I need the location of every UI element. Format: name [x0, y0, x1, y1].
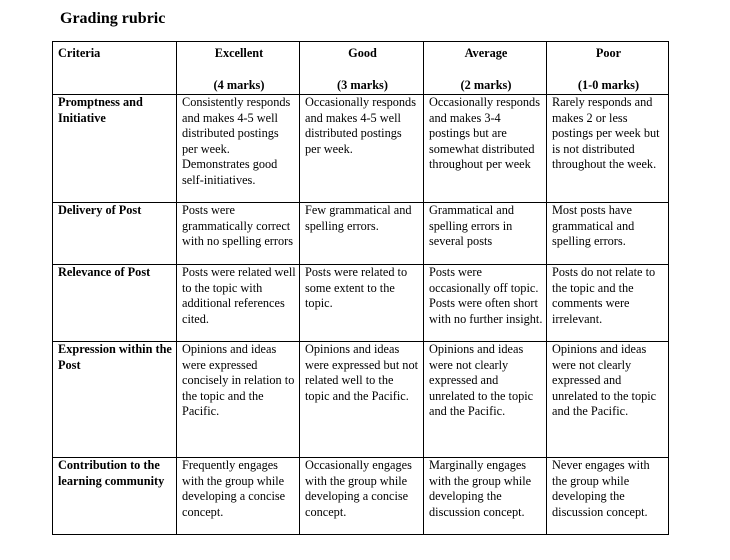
descriptor-cell: Posts were occasionally off topic. Posts were often short with no further insight. — [424, 265, 547, 342]
criterion-cell: Promptness and Initiative — [53, 95, 177, 203]
level-marks: (1-0 marks) — [577, 77, 640, 92]
descriptor-cell: Opinions and ideas were expressed concisely in relation to the topic and the Pacific. — [177, 342, 300, 458]
descriptor-cell: Posts do not relate to the topic and the comments were irrelevant. — [547, 265, 669, 342]
table-row — [53, 95, 669, 203]
descriptor-cell: Occasionally engages with the group while developing a concise concept. — [300, 458, 424, 535]
table-row — [53, 265, 669, 342]
level-header-average — [424, 42, 547, 95]
level-name: Excellent — [214, 46, 264, 60]
descriptor-cell: Most posts have grammatical and spelling errors. — [547, 203, 669, 265]
level-header-excellent — [177, 42, 300, 95]
level-header-good — [300, 42, 424, 95]
descriptor-cell: Marginally engages with the group while developing the discussion concept. — [424, 458, 547, 535]
descriptor-cell: Posts were related well to the topic with additional references cited. — [177, 265, 300, 342]
descriptor-cell: Grammatical and spelling errors in several posts — [424, 203, 547, 265]
level-marks: (4 marks) — [213, 77, 265, 92]
descriptor-cell: Occasionally responds and makes 3-4 postings but are somewhat distributed throughout per week — [424, 95, 547, 203]
rubric-table — [52, 41, 669, 535]
descriptor-cell: Never engages with the group while developing the discussion concept. — [547, 458, 669, 535]
table-row — [53, 342, 669, 458]
table-row — [53, 458, 669, 535]
page-title: Grading rubric — [60, 10, 166, 27]
criterion-cell: Contribution to the learning community — [53, 458, 177, 535]
level-name: Average — [464, 46, 508, 60]
level-marks: (3 marks) — [337, 77, 388, 92]
descriptor-cell: Opinions and ideas were not clearly expressed and unrelated to the topic and the Pacific. — [424, 342, 547, 458]
descriptor-cell: Opinions and ideas were not clearly expressed and unrelated to the topic and the Pacific. — [547, 342, 669, 458]
level-name: Good — [348, 46, 377, 60]
descriptor-cell: Rarely responds and makes 2 or less postings per week but is not distributed throughout the week. — [547, 95, 669, 203]
criterion-cell: Delivery of Post — [53, 203, 177, 265]
descriptor-cell: Few grammatical and spelling errors. — [300, 203, 424, 265]
header-row — [53, 42, 669, 95]
descriptor-cell: Opinions and ideas were expressed but not related well to the topic and the Pacific. — [300, 342, 424, 458]
level-marks: (2 marks) — [460, 77, 512, 92]
level-header-poor — [547, 42, 669, 95]
table-row — [53, 203, 669, 265]
descriptor-cell: Consistently responds and makes 4-5 well distributed postings per week. Demonstrates good self-initiatives. — [177, 95, 300, 203]
criterion-cell: Relevance of Post — [53, 265, 177, 342]
level-name: Poor — [595, 46, 622, 60]
criteria-header: Criteria — [53, 42, 177, 95]
descriptor-cell: Frequently engages with the group while developing a concise concept. — [177, 458, 300, 535]
descriptor-cell: Posts were grammatically correct with no spelling errors — [177, 203, 300, 265]
criterion-cell: Expression within the Post — [53, 342, 177, 458]
descriptor-cell: Occasionally responds and makes 4-5 well distributed postings per week. — [300, 95, 424, 203]
descriptor-cell: Posts were related to some extent to the topic. — [300, 265, 424, 342]
